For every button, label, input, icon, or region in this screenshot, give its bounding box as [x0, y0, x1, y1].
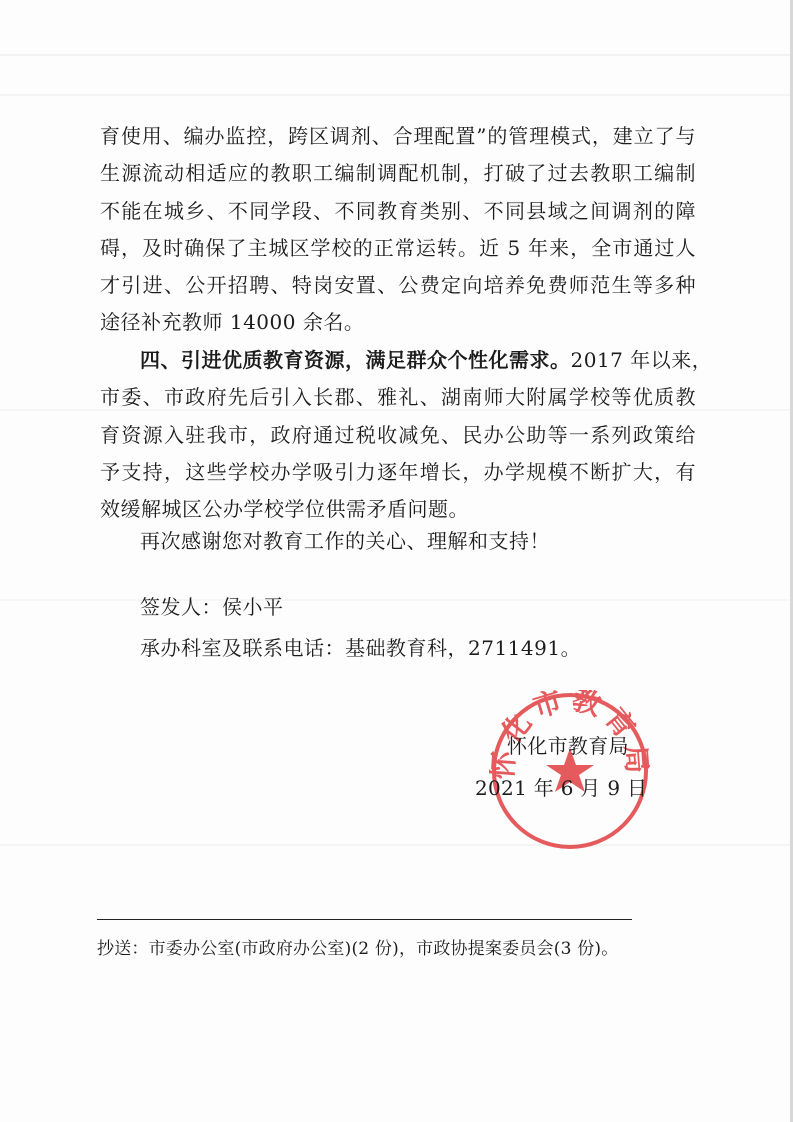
closing-thanks: 再次感谢您对教育工作的关心、理解和支持！ — [140, 529, 550, 553]
body-line: 途径补充教师 14000 余名。 — [100, 310, 365, 335]
seal-graphic — [489, 690, 651, 852]
section-four-first-line-rest: 2017 年以来， — [570, 348, 713, 372]
body-line: 碍，及时确保了主城区学校的正常运转。近 5 年来，全市通过人 — [100, 235, 696, 260]
cc-divider — [97, 919, 632, 920]
contact-line: 承办科室及联系电话：基础教育科，2711491。 — [140, 636, 582, 660]
body-line: 育资源入驻我市，政府通过税收减免、民办公助等一系列政策给 — [100, 422, 696, 447]
body-line: 才引进、公开招聘、特岗安置、公费定向培养免费师范生等多种 — [100, 273, 696, 298]
body-line: 育使用、编办监控，跨区调剂、合理配置”的管理模式，建立了与 — [100, 124, 696, 148]
official-seal — [489, 690, 651, 852]
body-line: 效缓解城区公办学校学位供需矛盾问题。 — [100, 497, 469, 522]
section-four-heading: 四、引进优质教育资源，满足群众个性化需求。 — [140, 348, 571, 372]
section-four-first-line — [100, 342, 713, 379]
section-four-paragraph — [100, 342, 713, 528]
body-line: 市委、市政府先后引入长郡、雅礼、湖南师大附属学校等优质教 — [100, 385, 696, 410]
signature-date: 2021 年 6 月 9 日 — [475, 776, 648, 800]
signer-line: 签发人：侯小平 — [140, 595, 284, 619]
signature-organization: 怀化市教育局 — [507, 734, 629, 758]
seal-text: 怀化市教育局 — [489, 690, 651, 781]
body-paragraph-continuation — [100, 118, 696, 342]
cc-line: 抄送：市委办公室(市政府办公室)(2 份)，市政协提案委员会(3 份)。 — [97, 939, 619, 959]
body-line: 生源流动相适应的教职工编制调配机制，打破了过去教职工编制 — [100, 161, 696, 186]
body-line: 予支持，这些学校办学吸引力逐年增长，办学规模不断扩大，有 — [100, 459, 696, 484]
body-line: 不能在城乡、不同学段、不同教育类别、不同县域之间调剂的障 — [100, 198, 696, 223]
